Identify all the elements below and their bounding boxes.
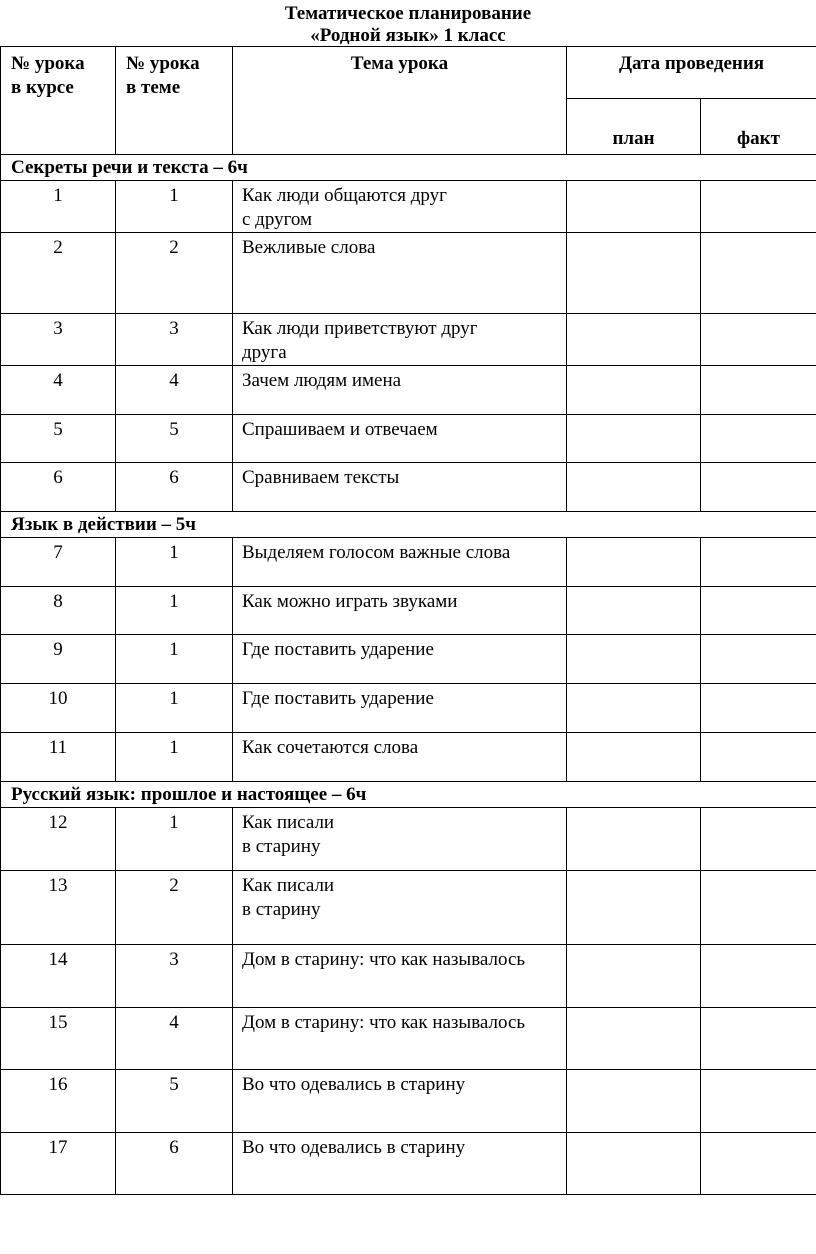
lesson-topic-line: в старину [242,836,321,857]
lesson-fact-date [701,1008,816,1070]
lesson-theme-number: 6 [116,1133,233,1195]
lesson-topic [233,233,567,314]
lesson-plan-date [567,945,701,1008]
lesson-topic [233,635,567,684]
lesson-plan-date [567,1070,701,1133]
lesson-theme-number: 1 [116,538,233,587]
table-row [1,1070,816,1133]
header-topic: Тема урока [233,47,567,155]
lesson-fact-date [701,1070,816,1133]
lesson-plan-date [567,635,701,684]
table-row [1,808,816,871]
lesson-plan-date [567,684,701,733]
lesson-theme-number: 3 [116,314,233,366]
lesson-theme-number: 1 [116,808,233,871]
lesson-topic-line: Как сочетаются слова [242,737,419,758]
lesson-topic [233,1008,567,1070]
table-row [1,463,816,512]
lesson-course-number: 8 [1,587,116,635]
header-course-number: № урока в курсе [1,47,116,155]
table-row [1,945,816,1008]
lesson-topic [233,1133,567,1195]
lesson-theme-number: 1 [116,684,233,733]
section-title: Секреты речи и текста – 6ч [1,155,816,181]
lesson-fact-date [701,181,816,233]
lesson-topic [233,871,567,945]
lesson-theme-number: 5 [116,1070,233,1133]
lesson-topic [233,366,567,415]
lesson-fact-date [701,684,816,733]
lesson-course-number: 10 [1,684,116,733]
lesson-plan-date [567,1133,701,1195]
table-row [1,314,816,366]
lesson-topic [233,945,567,1008]
lesson-topic-line: Где поставить ударение [242,639,434,660]
lesson-fact-date [701,587,816,635]
table-row [1,538,816,587]
lesson-plan-date [567,415,701,463]
table-row [1,366,816,415]
lesson-fact-date [701,463,816,512]
lesson-course-number: 15 [1,1008,116,1070]
lesson-topic-line: Во что одевались в старину [242,1074,466,1095]
lesson-topic-line: Зачем людям имена [242,370,402,391]
title-line-1: Тематическое планирование [284,3,532,24]
lesson-plan-date [567,1008,701,1070]
lesson-topic-line: в старину [242,899,321,920]
lesson-plan-date [567,538,701,587]
lesson-course-number: 17 [1,1133,116,1195]
lesson-topic [233,538,567,587]
header-row [1,47,816,99]
section-title: Русский язык: прошлое и настоящее – 6ч [1,782,816,808]
lesson-topic [233,181,567,233]
lesson-course-number: 3 [1,314,116,366]
lesson-fact-date [701,314,816,366]
table-row [1,1008,816,1070]
section-row [1,512,816,538]
lesson-theme-number: 1 [116,635,233,684]
lesson-plan-date [567,871,701,945]
document-title [0,3,816,47]
lesson-topic-line: Во что одевались в старину [242,1137,466,1158]
lesson-theme-number: 4 [116,366,233,415]
table-row [1,233,816,314]
lesson-plan-date [567,463,701,512]
lesson-course-number: 1 [1,181,116,233]
lesson-plan-date [567,366,701,415]
lesson-topic [233,415,567,463]
lesson-fact-date [701,366,816,415]
lesson-fact-date [701,1133,816,1195]
table-row [1,587,816,635]
lesson-topic-line: Как писали [242,812,335,833]
lesson-topic-line: Как люди общаются друг [242,185,447,206]
lesson-course-number: 11 [1,733,116,782]
lesson-theme-number: 3 [116,945,233,1008]
lesson-topic-line: Дом в старину: что как называлось [242,949,526,970]
header-theme-number: № урока в теме [116,47,233,155]
lesson-theme-number: 2 [116,233,233,314]
title-line-2: «Родной язык» 1 класс [310,25,506,46]
lesson-course-number: 4 [1,366,116,415]
table-row [1,1133,816,1195]
section-row [1,782,816,808]
lesson-theme-number: 2 [116,871,233,945]
lesson-theme-number: 5 [116,415,233,463]
lesson-theme-number: 6 [116,463,233,512]
lesson-fact-date [701,233,816,314]
lesson-fact-date [701,538,816,587]
lesson-plan-date [567,733,701,782]
section-title: Язык в действии – 5ч [1,512,816,538]
lesson-plan-date [567,808,701,871]
lesson-topic-line: Как можно играть звуками [242,591,458,612]
lesson-topic-line: с другом [242,209,313,230]
lesson-plan-date [567,181,701,233]
lesson-fact-date [701,945,816,1008]
lesson-course-number: 14 [1,945,116,1008]
section-row [1,155,816,181]
lesson-topic [233,684,567,733]
lesson-plan-date [567,314,701,366]
lesson-course-number: 13 [1,871,116,945]
lesson-topic-line: Как люди приветствуют друг [242,318,478,339]
lesson-topic-line: друга [242,342,287,363]
lesson-plan-date [567,587,701,635]
lesson-topic-line: Вежливые слова [242,237,376,258]
lesson-topic [233,314,567,366]
lesson-theme-number: 4 [116,1008,233,1070]
table-row [1,684,816,733]
lesson-topic-line: Дом в старину: что как называлось [242,1012,526,1033]
lesson-topic [233,463,567,512]
lesson-course-number: 16 [1,1070,116,1133]
table-body [1,47,816,1195]
lesson-course-number: 2 [1,233,116,314]
table-row [1,871,816,945]
lesson-theme-number: 1 [116,587,233,635]
header-fact: факт [701,99,816,155]
lesson-fact-date [701,415,816,463]
lesson-topic-line: Как писали [242,875,335,896]
lesson-course-number: 5 [1,415,116,463]
header-date: Дата проведения [567,47,816,99]
table-row [1,635,816,684]
lesson-plan-date [567,233,701,314]
lesson-topic [233,808,567,871]
header-plan: план [567,99,701,155]
lesson-topic [233,733,567,782]
lesson-fact-date [701,733,816,782]
table-row [1,733,816,782]
lesson-course-number: 12 [1,808,116,871]
lesson-theme-number: 1 [116,181,233,233]
lesson-topic-line: Спрашиваем и отвечаем [242,419,438,440]
table-row [1,415,816,463]
lesson-topic [233,587,567,635]
lesson-plan-table [0,46,816,1195]
lesson-fact-date [701,808,816,871]
lesson-course-number: 7 [1,538,116,587]
table-row [1,181,816,233]
lesson-topic-line: Сравниваем тексты [242,467,400,488]
lesson-topic [233,1070,567,1133]
lesson-fact-date [701,635,816,684]
lesson-fact-date [701,871,816,945]
lesson-theme-number: 1 [116,733,233,782]
lesson-course-number: 6 [1,463,116,512]
lesson-topic-line: Выделяем голосом важные слова [242,542,511,563]
lesson-course-number: 9 [1,635,116,684]
lesson-topic-line: Где поставить ударение [242,688,434,709]
